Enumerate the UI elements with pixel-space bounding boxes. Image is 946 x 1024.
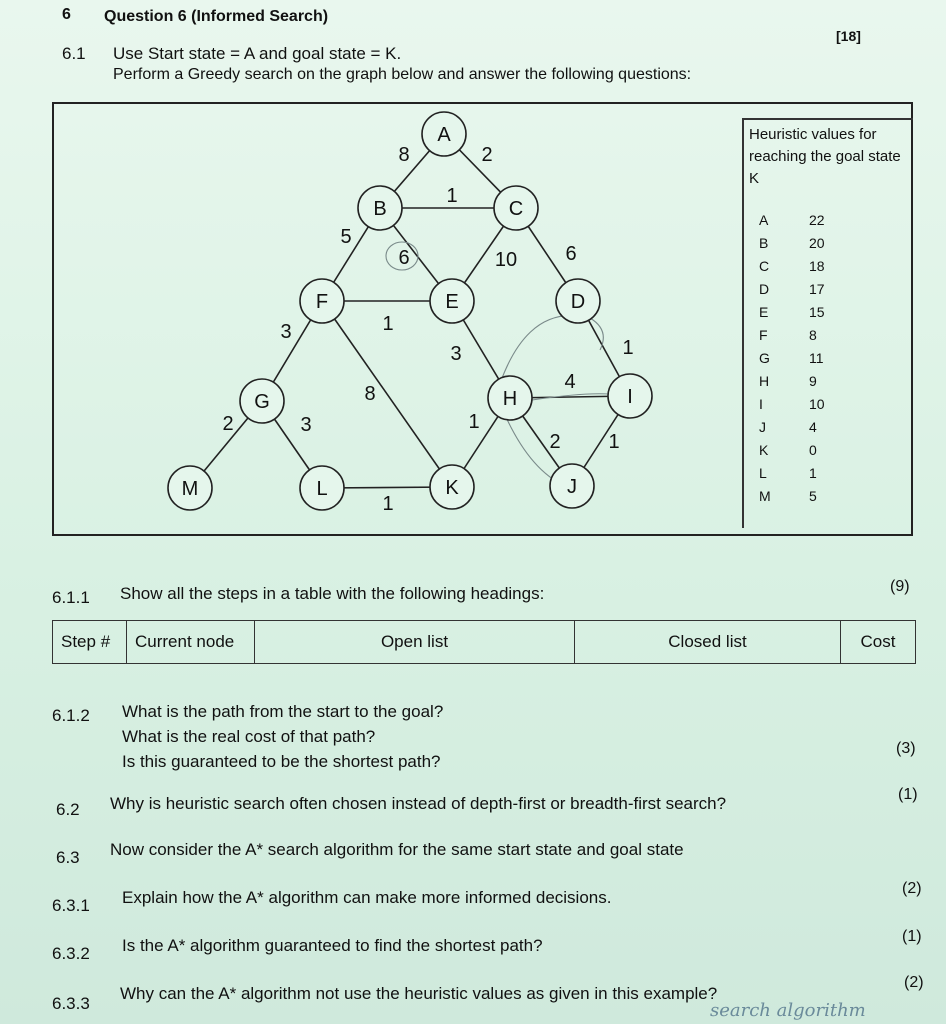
- node-label-M: M: [181, 478, 199, 500]
- heuristic-value: 11: [809, 350, 824, 366]
- cost-H-J: 2: [549, 431, 561, 453]
- q63-number: 6.3: [56, 848, 80, 867]
- node-label-C: C: [508, 198, 524, 220]
- heuristic-value: 15: [809, 304, 825, 320]
- q633-number: 6.3.3: [52, 994, 90, 1013]
- q612-line3: Is this guaranteed to be the shortest path?: [122, 752, 441, 771]
- q63-text: Now consider the A* search algorithm for the same start state and goal state: [110, 840, 684, 859]
- heuristic-row: [759, 350, 879, 366]
- heuristic-node: G: [759, 350, 770, 366]
- heading-step: Step #: [53, 621, 127, 663]
- q61-number: 6.1: [62, 44, 86, 63]
- q612-line2: What is the real cost of that path?: [122, 727, 376, 746]
- heuristic-row: [759, 235, 879, 251]
- heuristic-row: [759, 304, 879, 320]
- q612-marks: (3): [896, 740, 916, 757]
- cost-C-D: 6: [565, 243, 577, 265]
- heuristic-row: [759, 281, 879, 297]
- heuristic-node: H: [759, 373, 770, 389]
- heuristic-node: E: [759, 304, 769, 320]
- cost-G-L: 3: [300, 414, 312, 436]
- heuristic-row: [759, 327, 879, 343]
- node-label-F: F: [315, 291, 329, 313]
- cost-F-G: 3: [280, 321, 292, 343]
- node-label-J: J: [567, 476, 577, 498]
- q62-number: 6.2: [56, 800, 80, 819]
- node-label-I: I: [627, 386, 633, 408]
- heuristic-row: [759, 465, 879, 481]
- heuristic-value: 17: [809, 281, 825, 297]
- node-label-G: G: [254, 391, 270, 413]
- heading-current-node: Current node: [127, 621, 255, 663]
- heuristic-node: D: [759, 281, 770, 297]
- q631-text: Explain how the A* algorithm can make more informed decisions.: [122, 888, 612, 907]
- node-label-K: K: [445, 477, 459, 499]
- q632-number: 6.3.2: [52, 944, 90, 963]
- heading-open-list: Open list: [255, 621, 575, 663]
- heuristic-node: J: [759, 419, 766, 435]
- cost-B-E: 6: [398, 247, 410, 269]
- q631-number: 6.3.1: [52, 896, 90, 915]
- heuristic-row: [759, 488, 879, 504]
- q632-marks: (1): [902, 928, 922, 945]
- q61-line1: Use Start state = A and goal state = K.: [113, 44, 402, 63]
- node-label-H: H: [502, 388, 518, 410]
- heuristic-node: B: [759, 235, 769, 251]
- heuristic-value: 4: [809, 419, 817, 435]
- heading-closed-list: Closed list: [575, 621, 841, 663]
- heuristic-value: 20: [809, 235, 825, 251]
- heuristic-row: [759, 442, 879, 458]
- heuristic-value: 1: [809, 465, 817, 481]
- q633-marks: (2): [904, 974, 924, 991]
- heuristic-value: 22: [809, 212, 825, 228]
- heuristic-value: 18: [809, 258, 825, 274]
- total-marks: [18]: [836, 28, 861, 44]
- cost-F-E: 1: [382, 313, 394, 335]
- heuristic-value: 10: [809, 396, 825, 412]
- heading-cost: Cost: [860, 632, 896, 651]
- cost-G-M: 2: [222, 413, 234, 435]
- cost-I-J: 1: [608, 431, 620, 453]
- heuristic-node: A: [759, 212, 769, 228]
- heuristic-row: [759, 258, 879, 274]
- heuristic-row: [759, 373, 879, 389]
- steps-table-header: [52, 620, 916, 664]
- heuristic-node: I: [759, 396, 763, 412]
- heuristic-title: Heuristic values for reaching the goal state K: [749, 126, 901, 187]
- cost-B-C: 1: [446, 185, 458, 207]
- cost-H-I: 4: [564, 371, 576, 393]
- heuristic-node: F: [759, 327, 768, 343]
- q611-marks: (9): [890, 578, 910, 595]
- heuristic-node: L: [759, 465, 767, 481]
- heuristic-row: [759, 212, 879, 228]
- heuristic-value: 9: [809, 373, 817, 389]
- q612-number: 6.1.2: [52, 706, 90, 725]
- cost-C-E: 10: [494, 249, 518, 271]
- q611-number: 6.1.1: [52, 588, 90, 607]
- heuristic-value: 8: [809, 327, 817, 343]
- question-number: 6: [62, 6, 71, 23]
- cost-L-K: 1: [382, 493, 394, 515]
- q62-marks: (1): [898, 786, 918, 803]
- node-label-E: E: [445, 291, 459, 313]
- q633-text: Why can the A* algorithm not use the heuristic values as given in this example?: [120, 984, 718, 1003]
- cost-B-F: 5: [340, 226, 352, 248]
- cost-A-C: 2: [481, 144, 493, 166]
- node-label-B: B: [373, 198, 387, 220]
- q631-marks: (2): [902, 880, 922, 897]
- cost-F-K: 8: [364, 383, 376, 405]
- cost-E-H: 3: [450, 343, 462, 365]
- question-title: Question 6 (Informed Search): [104, 8, 329, 25]
- heuristic-row: [759, 419, 879, 435]
- q62-text: Why is heuristic search often chosen instead of depth-first or breadth-first search?: [110, 794, 727, 813]
- cost-A-B: 8: [398, 144, 410, 166]
- heuristic-value: 5: [809, 488, 817, 504]
- heuristic-node: K: [759, 442, 769, 458]
- node-label-D: D: [570, 291, 586, 313]
- q61-line2: Perform a Greedy search on the graph below and answer the following questions:: [113, 66, 692, 83]
- heuristic-row: [759, 396, 879, 412]
- q612-line1: What is the path from the start to the goal?: [122, 702, 444, 721]
- heuristic-node: C: [759, 258, 770, 274]
- handwritten-note: search algorithm: [710, 1000, 866, 1021]
- cost-H-K: 1: [468, 411, 480, 433]
- heuristic-node: M: [759, 488, 771, 504]
- q632-text: Is the A* algorithm guaranteed to find the shortest path?: [122, 936, 543, 955]
- cost-D-I: 1: [622, 337, 634, 359]
- heuristic-table: [742, 118, 913, 528]
- node-label-L: L: [316, 478, 328, 500]
- q611-text: Show all the steps in a table with the following headings:: [120, 584, 545, 603]
- node-label-A: A: [437, 124, 451, 146]
- heuristic-value: 0: [809, 442, 817, 458]
